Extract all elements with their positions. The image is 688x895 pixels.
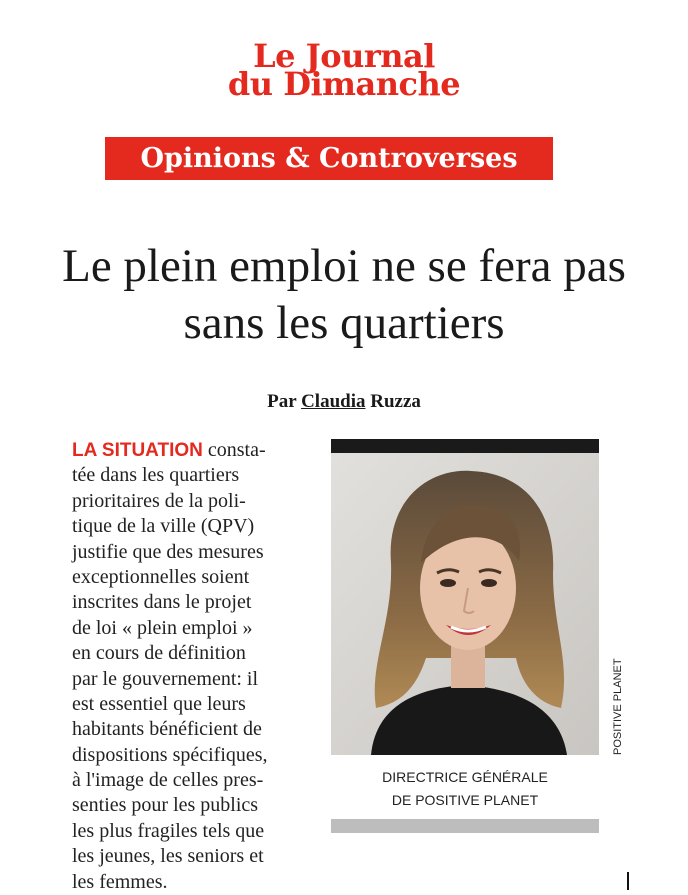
article-line: les plus fragiles tels que	[72, 819, 265, 842]
article-line: prioritaires de la poli-	[72, 489, 246, 512]
article-line: exceptionnelles soient	[72, 565, 250, 588]
masthead-line-2: du Dimanche	[227, 65, 461, 103]
article-line: inscrites dans le projet	[72, 591, 252, 614]
article-lead: LA SITUATION	[72, 440, 203, 461]
byline	[0, 391, 688, 413]
article-line: à l'image de celles pres-	[72, 769, 264, 792]
headline-line-1: Le plein emploi ne se fera pas	[62, 240, 626, 292]
headline	[0, 238, 688, 352]
article-line: senties pour les publics	[72, 794, 259, 817]
article-line: dispositions spécifiques,	[72, 743, 268, 766]
masthead-logo	[0, 37, 688, 103]
headline-line-2: sans les quartiers	[183, 297, 505, 349]
article-line: est essentiel que leurs	[72, 692, 246, 715]
author-photo	[331, 439, 599, 755]
article-line: tique de la ville (QPV)	[72, 515, 255, 538]
caption-line-1: DIRECTRICE GÉNÉRALE	[382, 769, 548, 785]
portrait-illustration	[331, 453, 599, 755]
article-line: par le gouvernement: il	[72, 667, 259, 690]
article-line: de loi « plein emploi »	[72, 616, 253, 639]
section-banner: Opinions & Controverses	[105, 137, 553, 180]
article-body	[72, 438, 304, 895]
author-first-name[interactable]: Claudia	[301, 391, 366, 412]
caption-line-2: DE POSITIVE PLANET	[391, 792, 539, 808]
article-line	[72, 438, 304, 463]
article-line: justifie que des mesures	[72, 540, 264, 563]
column-rule	[627, 872, 629, 890]
caption-bar	[331, 819, 599, 833]
article-line: les jeunes, les seniors et	[72, 845, 264, 868]
article-line: en cours de définition	[72, 642, 246, 665]
byline-prefix: Par	[267, 391, 297, 412]
photo-caption	[331, 766, 599, 812]
article-line-text: consta-	[202, 439, 266, 461]
masthead-line-1: Le Journal	[253, 37, 435, 75]
photo-credit: POSITIVE PLANET	[612, 658, 624, 755]
article-line: habitants bénéficient de	[72, 718, 262, 741]
photo-top-bar	[331, 439, 599, 453]
article-line: tée dans les quartiers	[72, 464, 240, 487]
author-last-name: Ruzza	[370, 391, 421, 412]
article-line: les femmes.	[72, 870, 168, 893]
